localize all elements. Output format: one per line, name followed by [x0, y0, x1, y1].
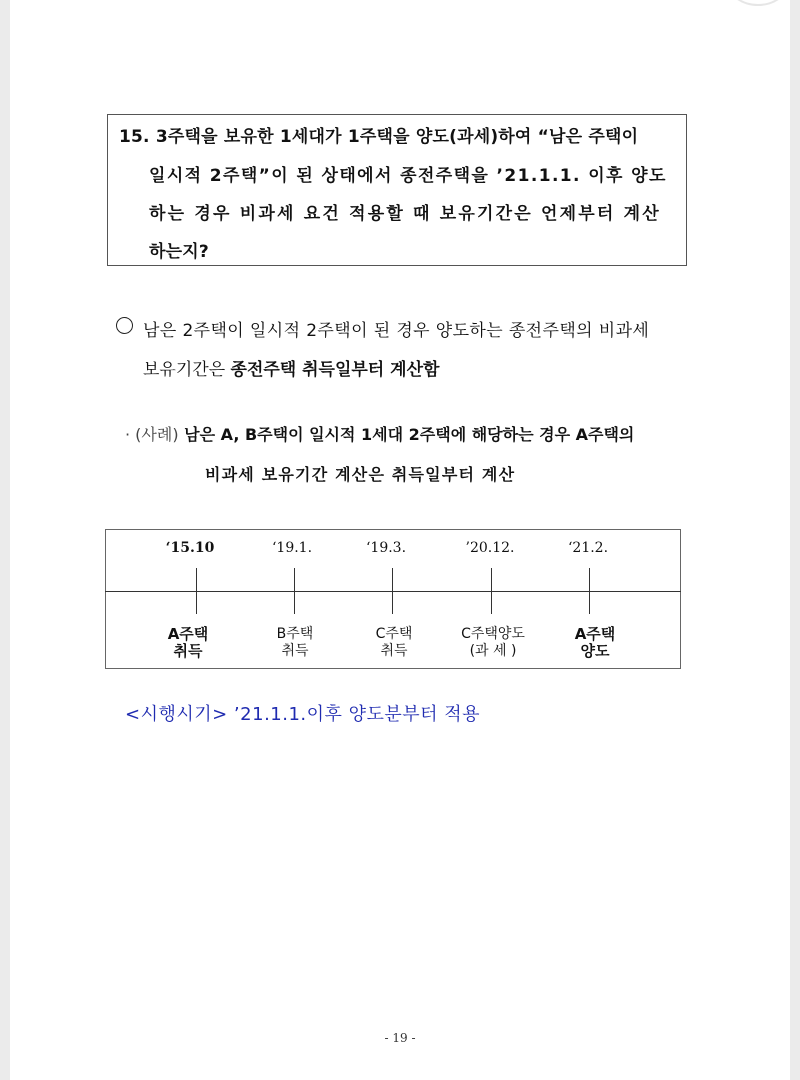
timeline-tick-3	[392, 568, 393, 614]
case-text-1: 남은 A, B주택이 일시적 1세대 2주택에 해당하는 경우 A주택의	[184, 425, 635, 444]
timeline-date-4: ’20.12.	[465, 540, 515, 556]
timeline-tick-2	[294, 568, 295, 614]
timeline-tick-5	[589, 568, 590, 614]
question-line-3: 하는 경우 비과세 요건 적용할 때 보유기간은 언제부터 계산	[149, 204, 661, 224]
timeline-date-5: ‘21.2.	[567, 540, 609, 556]
timeline-axis	[105, 591, 681, 592]
answer-line-2	[143, 355, 439, 380]
case-prefix: · (사례)	[125, 425, 179, 444]
page-number: - 19 -	[384, 1031, 416, 1045]
answer-bullet-circle	[116, 317, 133, 334]
document-page	[10, 0, 790, 1080]
timeline-date-3: ‘19.3.	[365, 540, 407, 556]
timeline-event-3-title: C주택	[375, 626, 413, 642]
case-line-1	[125, 422, 634, 445]
case-line-2: 비과세 보유기간 계산은 취득일부터 계산	[205, 465, 516, 484]
timeline-event-4	[461, 626, 525, 660]
timeline-tick-1	[196, 568, 197, 614]
timeline-date-2: ‘19.1.	[271, 540, 313, 556]
timeline-tick-4	[491, 568, 492, 614]
answer-line-1: 남은 2주택이 일시적 2주택이 된 경우 양도하는 종전주택의 비과세	[143, 321, 650, 341]
timeline-event-1-title: A주택	[167, 625, 209, 643]
timeline-event-2-title: B주택	[276, 626, 314, 642]
question-line-4: 하는지?	[149, 242, 209, 262]
timeline-event-5-action: 양도	[580, 642, 610, 660]
question-line-2: 일시적 2주택”이 된 상태에서 종전주택을 ’21.1.1. 이후 양도	[149, 166, 667, 186]
timeline-event-3-action: 취득	[380, 643, 408, 659]
question-line-1: 15. 3주택을 보유한 1세대가 1주택을 양도(과세)하여 “남은 주택이	[119, 127, 639, 147]
timeline-event-3	[376, 626, 413, 660]
timeline-event-1-action: 취득	[173, 642, 203, 660]
timeline-event-1	[168, 626, 209, 660]
effective-date-note: <시행시기> ’21.1.1.이후 양도분부터 적용	[125, 704, 481, 725]
timeline-event-2-action: 취득	[281, 643, 309, 659]
answer-line-2-normal: 보유기간은	[143, 360, 231, 380]
timeline-event-4-action: (과 세 )	[469, 643, 517, 659]
timeline-event-4-title: C주택양도	[461, 626, 525, 642]
page-corner-decoration	[728, 0, 788, 6]
timeline-event-2	[277, 626, 314, 660]
timeline-event-5	[575, 626, 616, 660]
timeline-date-1: ‘15.10	[165, 540, 215, 556]
answer-line-2-bold: 종전주택 취득일부터 계산함	[230, 360, 440, 380]
timeline-event-5-title: A주택	[574, 625, 616, 643]
